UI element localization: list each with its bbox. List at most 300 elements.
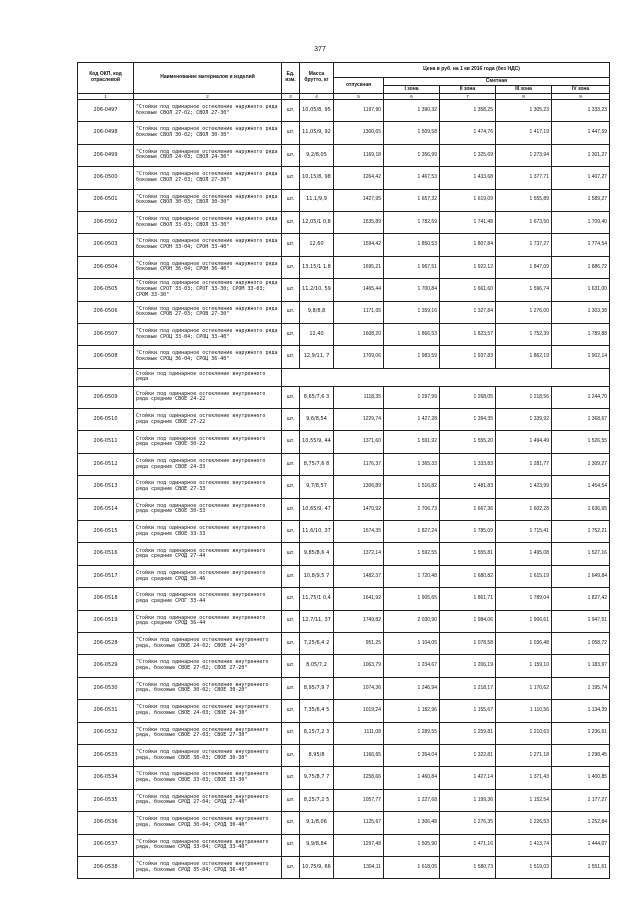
row-code: 206-0516 [78,543,134,565]
row-zone-1-price: 1 354,04 [384,744,440,766]
row-zone-3-price: 1 906,61 [496,610,552,632]
row-zone-4-price: 1 236,61 [552,722,610,744]
row-code: 206-0505 [78,279,134,301]
row-mass: 10,05/8, 95 [300,100,334,122]
row-zone-1-price: 1 359,16 [384,301,440,323]
row-zone-2-price: 1 325,69 [440,144,496,166]
row-name: Стойки под одинарное остекление внутреннего ряда средние СВОЕ 30-33 [134,498,282,520]
row-zone-1-price: 1 516,82 [384,476,440,498]
row-mass: 9,1/8,06 [300,812,334,834]
row-unit: шт. [282,700,300,722]
row-mass: 11,05/9, 92 [300,122,334,144]
row-name: Стойки под одинарное остекление внутреннего ряда средние СРОД 27-44 [134,543,282,565]
row-zone-3-price: 1 596,74 [496,279,552,301]
row-zone-1-price: 1 306,48 [384,812,440,834]
row-zone-3-price: 1 602,28 [496,498,552,520]
row-zone-4-price: 1 551,61 [552,856,610,878]
row-unit: шт. [282,655,300,677]
table-row [78,767,610,789]
row-zone-1-price: 1 460,84 [384,767,440,789]
row-zone-2-price: 1 741,48 [440,211,496,233]
row-unit: шт. [282,610,300,632]
row-zone-1-price: 1 592,55 [384,543,440,565]
row-unit: шт. [282,565,300,587]
row-unit: шт. [282,834,300,856]
row-mass: 8,75/7,6 8 [300,453,334,475]
row-mass: 12,60 [300,234,334,256]
row-unit: шт. [282,144,300,166]
row-mass: 8,65/7,6 3 [300,386,334,408]
row-zone-2-price: 1 667,36 [440,498,496,520]
row-zone-1-price: 1 246,94 [384,677,440,699]
row-code: 206-0506 [78,301,134,323]
row-zone-4-price: 1 454,54 [552,476,610,498]
row-code: 206-0531 [78,700,134,722]
row-zone-4-price: 1 447,59 [552,122,610,144]
row-release-price: 1118,35 [334,386,384,408]
row-unit: шт. [282,498,300,520]
row-unit: шт. [282,856,300,878]
row-zone-3-price: 1 271,18 [496,744,552,766]
row-unit: шт. [282,767,300,789]
section-title: Стойки под одинарное остекление внутреннего ряда [134,368,282,386]
row-code: 206-0538 [78,856,134,878]
row-zone-4-price: 1 444,07 [552,834,610,856]
row-code: 206-0497 [78,100,134,122]
row-mass: 12,40 [300,323,334,345]
row-unit: шт. [282,234,300,256]
row-zone-1-price: 1 866,53 [384,323,440,345]
row-code: 206-0514 [78,498,134,520]
row-zone-4-price: 1 298,45 [552,744,610,766]
row-zone-4-price: 1 252,84 [552,812,610,834]
row-zone-3-price: 1 519,03 [496,856,552,878]
row-zone-1-price: 1 234,67 [384,655,440,677]
row-release-price: 1427,95 [334,189,384,211]
header-name: Наименование материалов и изделий [134,63,282,94]
row-zone-1-price: 1 390,32 [384,100,440,122]
column-number: 5 [334,94,384,100]
header-unit: Ед. изм. [282,63,300,94]
row-zone-3-price: 1 110,56 [496,700,552,722]
row-release-price: 1074,36 [334,677,384,699]
row-release-price: 1482,37 [334,565,384,587]
row-release-price: 1297,48 [334,834,384,856]
row-mass: 10,55/9, 44 [300,431,334,453]
row-name: "Стойки под одинарное остекление внутреннего ряда, боковые СВОЕ 27-03; СВОЕ 27-30" [134,722,282,744]
row-mass: 8,05/7,2 [300,655,334,677]
row-release-price: 1197,90 [334,100,384,122]
row-release-price: 1019,24 [334,700,384,722]
row-zone-2-price: 1 394,35 [440,409,496,431]
row-release-price: 1709,06 [334,346,384,368]
row-zone-1-price: 1 657,32 [384,189,440,211]
row-mass: 11,2/10, 59 [300,279,334,301]
row-zone-2-price: 1 206,19 [440,655,496,677]
row-zone-4-price: 1 526,55 [552,431,610,453]
row-release-price: 1749,82 [334,610,384,632]
row-zone-1-price: 1 618,05 [384,856,440,878]
row-zone-4-price: 1 195,74 [552,677,610,699]
row-code: 206-0509 [78,386,134,408]
row-code: 206-0501 [78,189,134,211]
row-zone-2-price: 1 555,20 [440,431,496,453]
row-zone-4-price: 1 183,97 [552,655,610,677]
row-mass: 10,15/8, 98 [300,167,334,189]
table-row [78,211,610,233]
row-name: "Стойки под одинарное остекление наружного ряда боковые СРОЦ 36-04; СРОЦ 36-40" [134,346,282,368]
row-zone-3-price: 1 281,77 [496,453,552,475]
row-code: 206-0510 [78,409,134,431]
header-zone-3: III зона [496,86,552,94]
table-row [78,655,610,677]
row-name: "Стойки под одинарное остекление наружного ряда боковые СРОН 33-04; СРОН 33-40" [134,234,282,256]
row-release-price: 951,25 [334,632,384,654]
row-release-price: 1057,77 [334,789,384,811]
row-code: 206-0507 [78,323,134,345]
row-zone-3-price: 1 495,08 [496,543,552,565]
row-zone-4-price: 1 400,85 [552,767,610,789]
row-code: 206-0513 [78,476,134,498]
row-code: 206-0537 [78,834,134,856]
row-unit: шт. [282,677,300,699]
row-zone-4-price: 1 301,27 [552,144,610,166]
row-name: "Стойки под одинарное остекление внутреннего ряда, боковые СРОД 30-04; СРОД 30-40" [134,812,282,834]
table-row [78,700,610,722]
row-unit: шт. [282,301,300,323]
row-zone-4-price: 1 709,40 [552,211,610,233]
table-row [78,856,610,878]
row-name: "Стойки под одинарное остекление внутреннего ряда, боковые СВОЕ 24-02; СВОЕ 24-20" [134,632,282,654]
row-mass: 9,7/8,57 [300,476,334,498]
row-unit: шт. [282,167,300,189]
table-row [78,476,610,498]
row-mass: 8,95/7,9 7 [300,677,334,699]
row-name: "Стойки под одинарное остекление внутреннего ряда, боковые СРОД 27-04; СРОД 27-40" [134,789,282,811]
column-number: 3 [282,94,300,100]
column-number: 6 [384,94,440,100]
row-name: "Стойки под одинарное остекление наружного ряда боковые СВОЛ 30-03; СВОЛ 30-30" [134,189,282,211]
row-name: "Стойки под одинарное остекление внутреннего ряда, боковые СВОЕ 30-03; СВОЕ 30-30" [134,744,282,766]
table-row [78,722,610,744]
row-name: "Стойки под одинарное остекление наружного ряда боковые СРОВ 27-03; СРОВ 27-30" [134,301,282,323]
row-zone-4-price: 1 636,65 [552,498,610,520]
row-code: 206-0532 [78,722,134,744]
row-zone-3-price: 1 413,74 [496,834,552,856]
row-zone-1-price: 1 365,33 [384,453,440,475]
header-release-price: отпускная [334,78,384,94]
row-release-price: 1171,05 [334,301,384,323]
row-zone-3-price: 1 218,56 [496,386,552,408]
row-release-price: 1535,89 [334,211,384,233]
row-name: "Стойки под одинарное остекление наружного ряда боковые СВОЛ 27-02; СВОЛ 27-30" [134,100,282,122]
table-row [78,744,610,766]
row-zone-3-price: 1 673,50 [496,211,552,233]
row-release-price: 1695,21 [334,256,384,278]
row-name: Стойки под одинарное остекление внутреннего ряда средние СРОД 36-44 [134,610,282,632]
row-code: 206-0504 [78,256,134,278]
table-row [78,386,610,408]
row-release-price: 1229,74 [334,409,384,431]
row-name: "Стойки под одинарное остекление внутреннего ряда, боковые СВОЕ 33-03; СВОЕ 33-30" [134,767,282,789]
row-name: "Стойки под одинарное остекление внутреннего ряда, боковые СВОЕ 27-02; СВОЕ 27-20" [134,655,282,677]
row-zone-2-price: 1 327,84 [440,301,496,323]
row-zone-2-price: 1 433,68 [440,167,496,189]
row-mass: 9,85/8,6 4 [300,543,334,565]
row-code: 206-0529 [78,655,134,677]
row-mass: 11,1/9,9 [300,189,334,211]
row-name: Стойки под одинарное остекление внутреннего ряда средние СВОЕ 24-22 [134,386,282,408]
row-zone-4-price: 1 789,88 [552,323,610,345]
section-empty-cell [282,368,610,386]
row-zone-1-price: 1 983,59 [384,346,440,368]
row-release-price: 1125,67 [334,812,384,834]
row-release-price: 1608,20 [334,323,384,345]
row-name: "Стойки под одинарное остекление наружного ряда боковые СВОЛ 30-02; СВОЛ 30-30" [134,122,282,144]
row-zone-2-price: 1 922,12 [440,256,496,278]
row-zone-2-price: 1 937,83 [440,346,496,368]
row-zone-1-price: 1 356,99 [384,144,440,166]
row-zone-2-price: 1 785,09 [440,521,496,543]
row-mass: 8,95/8 [300,744,334,766]
row-zone-4-price: 1 527,16 [552,543,610,565]
row-zone-4-price: 1 058,72 [552,632,610,654]
row-zone-4-price: 1 886,72 [552,256,610,278]
row-zone-2-price: 1 322,81 [440,744,496,766]
row-mass: 8,25/7,2 5 [300,789,334,811]
row-mass: 12,7/11, 37 [300,610,334,632]
header-zone-4: IV зона [552,86,610,94]
table-row [78,834,610,856]
header-zone-2: II зона [440,86,496,94]
row-code: 206-0515 [78,521,134,543]
row-zone-2-price: 1 078,58 [440,632,496,654]
table-row [78,167,610,189]
row-mass: 9,2/8,05 [300,144,334,166]
row-zone-4-price: 1 631,00 [552,279,610,301]
row-mass: 9,6/8,54 [300,409,334,431]
row-zone-2-price: 1 427,14 [440,767,496,789]
row-zone-1-price: 1 227,68 [384,789,440,811]
row-name: "Стойки под одинарное остекление наружного ряда боковые СРОЦ 33-04; СРОЦ 33-40" [134,323,282,345]
row-release-price: 1371,60 [334,431,384,453]
row-zone-2-price: 1 823,57 [440,323,496,345]
row-zone-3-price: 1 036,48 [496,632,552,654]
table-row [78,100,610,122]
table-row [78,301,610,323]
row-zone-1-price: 1 850,53 [384,234,440,256]
row-zone-4-price: 1 649,84 [552,565,610,587]
row-zone-2-price: 1 259,81 [440,722,496,744]
row-unit: шт. [282,189,300,211]
row-zone-1-price: 1 782,59 [384,211,440,233]
row-zone-3-price: 1 423,99 [496,476,552,498]
row-zone-2-price: 1 218,17 [440,677,496,699]
row-unit: шт. [282,789,300,811]
column-number: 1 [78,94,134,100]
row-zone-3-price: 1 159,10 [496,655,552,677]
row-unit: шт. [282,588,300,610]
row-zone-3-price: 1 494,49 [496,431,552,453]
row-zone-4-price: 1 407,27 [552,167,610,189]
row-unit: шт. [282,476,300,498]
row-zone-1-price: 1 182,96 [384,700,440,722]
row-name: "Стойки под одинарное остекление внутреннего ряда, боковые СРОД 33-04; СРОД 33-40" [134,834,282,856]
table-row [78,234,610,256]
row-zone-2-price: 1 155,67 [440,700,496,722]
row-unit: шт. [282,409,300,431]
row-release-price: 1394,11 [334,856,384,878]
table-row [78,812,610,834]
row-zone-1-price: 1 104,05 [384,632,440,654]
row-zone-3-price: 1 555,89 [496,189,552,211]
row-zone-2-price: 1 984,06 [440,610,496,632]
row-zone-2-price: 1 481,83 [440,476,496,498]
row-zone-3-price: 1 276,00 [496,301,552,323]
row-zone-1-price: 1 706,73 [384,498,440,520]
row-zone-3-price: 1 862,19 [496,346,552,368]
row-zone-3-price: 1 152,54 [496,789,552,811]
row-zone-3-price: 1 847,09 [496,256,552,278]
column-number: 4 [300,94,334,100]
row-zone-3-price: 1 715,41 [496,521,552,543]
row-zone-1-price: 1 427,28 [384,409,440,431]
row-zone-2-price: 1 661,60 [440,279,496,301]
table-row [78,521,610,543]
row-name: Стойки под одинарное остекление внутреннего ряда средние СРОД 30-46 [134,565,282,587]
row-name: "Стойки под одинарное остекление внутреннего ряда, боковые СВОЕ 24-03; СВОЕ 24-30" [134,700,282,722]
table-row [78,256,610,278]
row-zone-3-price: 1 305,23 [496,100,552,122]
row-zone-1-price: 1 467,53 [384,167,440,189]
row-name: Стойки под одинарное остекление внутреннего ряда средние СВОЕ 27-22 [134,409,282,431]
row-zone-2-price: 1 276,35 [440,812,496,834]
row-release-price: 1166,65 [334,744,384,766]
row-code: 206-0517 [78,565,134,587]
row-unit: шт. [282,279,300,301]
row-zone-3-price: 1 371,43 [496,767,552,789]
row-mass: 12,05/1 0,8 [300,211,334,233]
row-mass: 9,8/8,8 [300,301,334,323]
row-zone-3-price: 1 417,19 [496,122,552,144]
table-row [78,279,610,301]
row-code: 206-0500 [78,167,134,189]
row-name: "Стойки под одинарное остекление наружного ряда боковые СВОЛ 27-03; СВОЛ 27-30" [134,167,282,189]
row-release-price: 1258,66 [334,767,384,789]
row-mass: 10,75/9, 66 [300,856,334,878]
row-release-price: 1641,92 [334,588,384,610]
table-row [78,323,610,345]
row-release-price: 1169,18 [334,144,384,166]
row-mass: 11,6/10, 37 [300,521,334,543]
table-row [78,122,610,144]
row-zone-1-price: 1 905,65 [384,588,440,610]
row-mass: 10,65/9, 47 [300,498,334,520]
row-zone-1-price: 1 720,48 [384,565,440,587]
row-zone-4-price: 1 827,42 [552,588,610,610]
row-code: 206-0535 [78,789,134,811]
row-release-price: 1372,14 [334,543,384,565]
row-zone-2-price: 1 619,09 [440,189,496,211]
row-unit: шт. [282,211,300,233]
row-zone-2-price: 1 333,83 [440,453,496,475]
row-mass: 10,8/9,5 7 [300,565,334,587]
column-number: 8 [496,94,552,100]
row-release-price: 1111,08 [334,722,384,744]
row-code: 206-0519 [78,610,134,632]
row-release-price: 1063,79 [334,655,384,677]
row-zone-3-price: 1 170,62 [496,677,552,699]
row-name: "Стойки под одинарное остекление наружного ряда боковые СРОТ 33-03; СРОТ 33-30; СРОМ 33-03; СРОМ 33-30" [134,279,282,301]
row-zone-4-price: 1 303,38 [552,301,610,323]
row-mass: 11,75/1 0,4 [300,588,334,610]
row-zone-1-price: 2 030,90 [384,610,440,632]
table-row [78,677,610,699]
row-name: "Стойки под одинарное остекление наружного ряда боковые СВОЛ 24-03; СВОЛ 24-30" [134,144,282,166]
row-name: Стойки под одинарное остекление внутреннего ряда средние СВОЕ 33-33 [134,521,282,543]
row-code: 206-0511 [78,431,134,453]
row-zone-4-price: 1 333,23 [552,100,610,122]
row-unit: шт. [282,431,300,453]
row-name: Стойки под одинарное остекление внутреннего ряда средние СВОЕ 24-33 [134,453,282,475]
row-unit: шт. [282,722,300,744]
header-code: Код ОКП, код отраслевой [78,63,134,94]
row-zone-3-price: 1 752,39 [496,323,552,345]
row-zone-4-price: 1 947,51 [552,610,610,632]
row-zone-3-price: 1 377,71 [496,167,552,189]
table-row [78,346,610,368]
row-unit: шт. [282,453,300,475]
row-code: 206-0518 [78,588,134,610]
header-zone-1: I зона [384,86,440,94]
column-number: 9 [552,94,610,100]
row-mass: 7,35/6,4 5 [300,700,334,722]
row-zone-3-price: 1 273,94 [496,144,552,166]
row-zone-4-price: 1 752,21 [552,521,610,543]
row-zone-3-price: 1 210,63 [496,722,552,744]
row-zone-3-price: 1 737,27 [496,234,552,256]
row-release-price: 1574,35 [334,521,384,543]
header-estimated-price: Сметная [384,78,610,86]
row-zone-2-price: 1 680,82 [440,565,496,587]
table-row [78,189,610,211]
row-unit: шт. [282,256,300,278]
row-zone-2-price: 1 199,36 [440,789,496,811]
row-code: 206-0530 [78,677,134,699]
row-mass: 8,15/7,2 3 [300,722,334,744]
row-zone-4-price: 1 368,67 [552,409,610,431]
row-name: Стойки под одинарное остекление внутреннего ряда средние СВОЕ 27-33 [134,476,282,498]
row-zone-4-price: 1 774,54 [552,234,610,256]
price-table [77,62,610,879]
table-row [78,610,610,632]
header-mass: Масса брутто, кг [300,63,334,94]
row-code: 206-0533 [78,744,134,766]
row-zone-1-price: 1 505,90 [384,834,440,856]
row-name: "Стойки под одинарное остекление наружного ряда боковые СВОЛ 33-03; СВОЛ 33-30" [134,211,282,233]
row-zone-2-price: 1 471,16 [440,834,496,856]
table-row [78,543,610,565]
row-zone-2-price: 1 474,76 [440,122,496,144]
section-code-cell [78,368,134,386]
row-zone-4-price: 1 309,27 [552,453,610,475]
row-zone-2-price: 1 358,25 [440,100,496,122]
page-number: 377 [314,46,326,53]
row-release-price: 1264,42 [334,167,384,189]
row-code: 206-0536 [78,812,134,834]
row-unit: шт. [282,323,300,345]
row-mass: 9,75/8,7 7 [300,767,334,789]
